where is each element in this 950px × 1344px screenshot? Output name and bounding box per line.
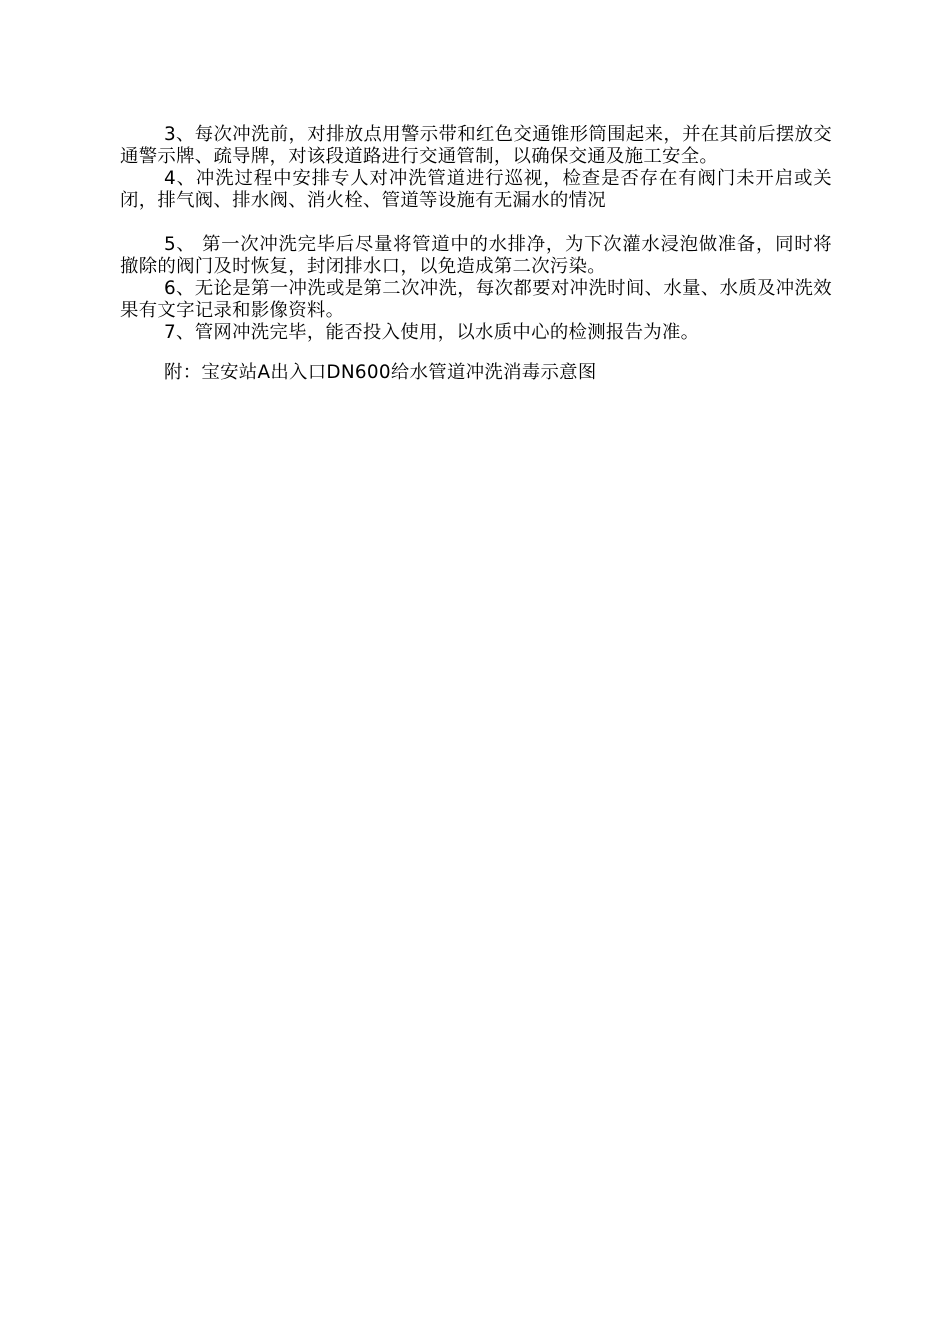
paragraph-item-7: 7、管网冲洗完毕，能否投入使用，以水质中心的检测报告为准。	[164, 322, 700, 343]
paragraph-item-5: 5、 第一次冲洗完毕后尽量将管道中的水排净，为下次灌水浸泡做准备，同时将撤除的阀门及时恢复，封闭排水口，以免造成第二次污染。	[120, 234, 832, 277]
paragraph-spacer	[120, 212, 832, 234]
paragraph-item-3: 3、每次冲洗前，对排放点用警示带和红色交通锥形筒围起来，并在其前后摆放交通警示牌、疏导牌，对该段道路进行交通管制，以确保交通及施工安全。	[120, 124, 832, 167]
appendix-caption: 附：宝安站A出入口DN600给水管道冲洗消毒示意图	[164, 362, 597, 383]
document-body	[120, 124, 832, 384]
paragraph-item-6: 6、无论是第一冲洗或是第二次冲洗，每次都要对冲洗时间、水量、水质及冲洗效果有文字记录和影像资料。	[120, 278, 832, 321]
paragraph-item-4: 4、冲洗过程中安排专人对冲洗管道进行巡视，检查是否存在有阀门未开启或关闭，排气阀、排水阀、消火栓、管道等设施有无漏水的情况	[120, 168, 832, 211]
